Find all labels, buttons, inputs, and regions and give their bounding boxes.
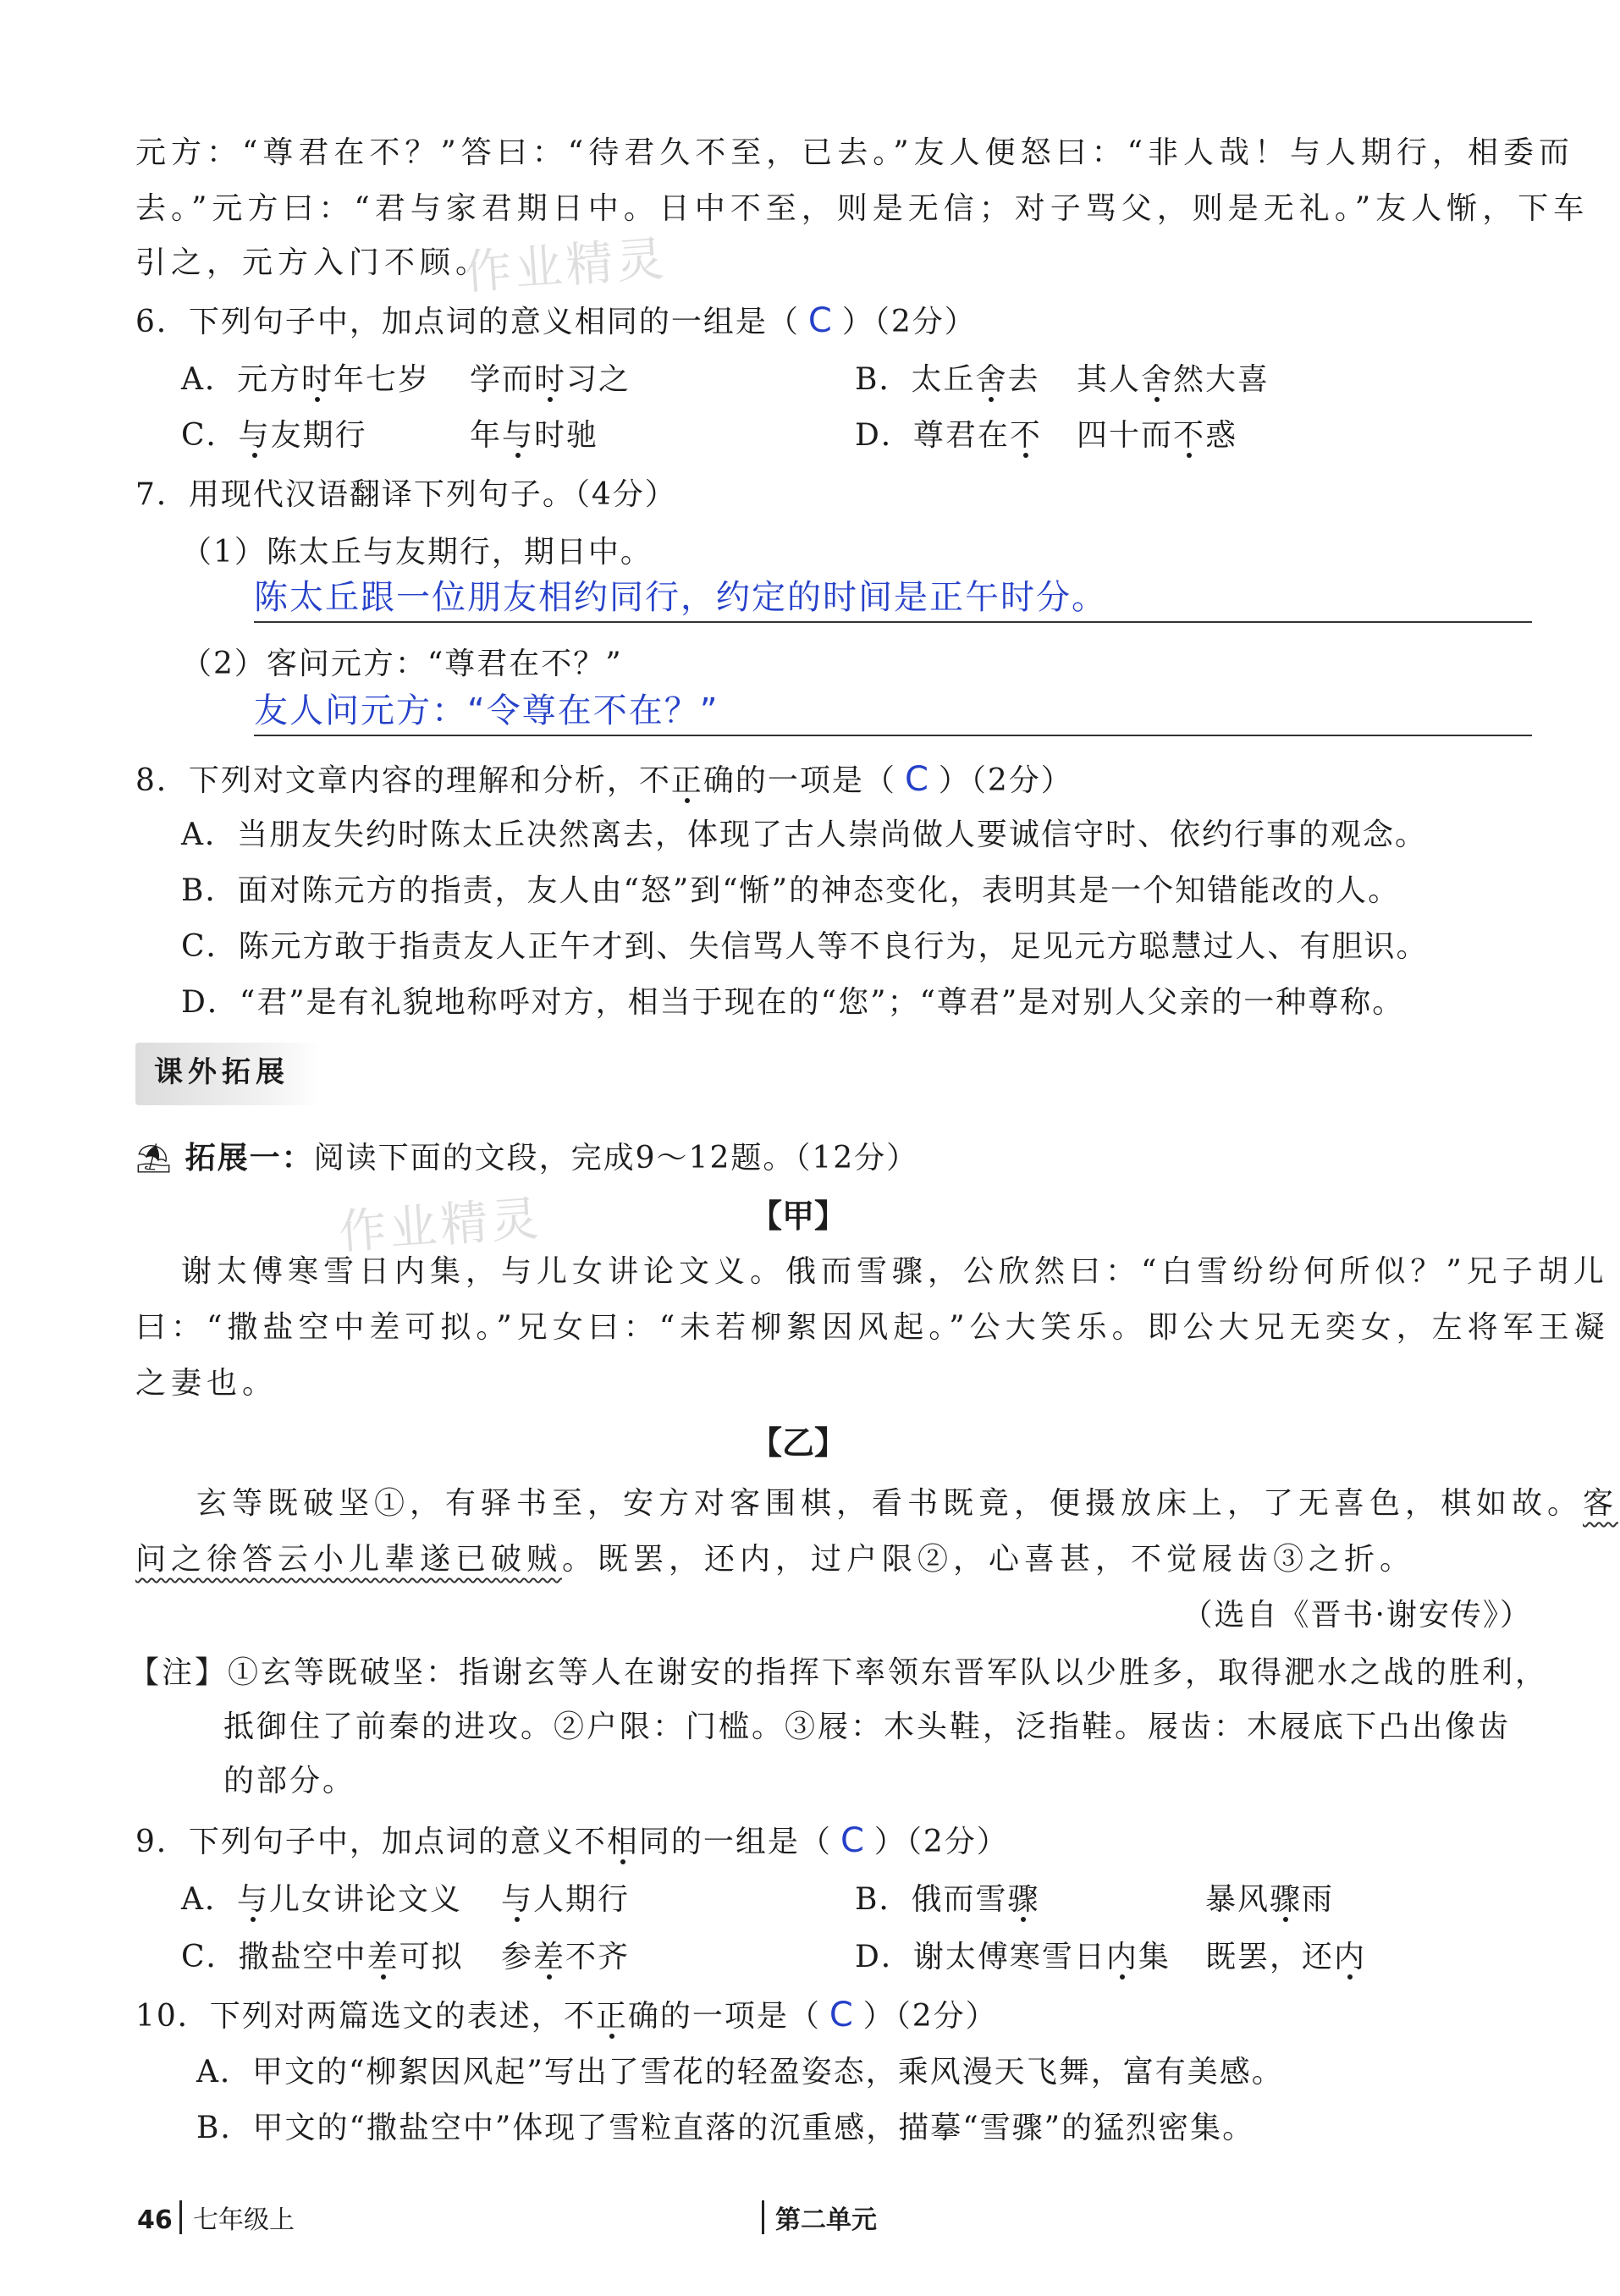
q6-option-c — [181, 415, 367, 457]
q7-sentence-2: （2）客问元方：“尊君在不？” — [181, 647, 623, 681]
q6-option-b — [855, 359, 1040, 401]
option-label: D． — [855, 1940, 913, 1974]
q6-stem-pre: 6．下列句子中，加点词的意义相同的一组是（ — [135, 305, 800, 339]
q8-stem-mid: 的一项是（ — [735, 763, 896, 798]
page-number: 46 — [137, 2205, 173, 2235]
q10-stem-dotted: 不正确 — [563, 1999, 660, 2034]
option-text: 学而 — [470, 362, 535, 397]
q8-option-b: B．面对陈元方的指责，友人由“怒”到“惭”的神态变化，表明其是一个知错能改的人。 — [181, 873, 1401, 908]
q9-option-b-right — [1205, 1879, 1334, 1921]
q6-option-d — [855, 415, 1042, 457]
q9-option-a — [181, 1879, 462, 1921]
option-text: 惑 — [1205, 418, 1238, 453]
q8-option-d: D．“君”是有礼貌地称呼对方，相当于现在的“您”；“尊君”是对别人父亲的一种尊称。 — [181, 985, 1405, 1020]
q9-stem-post: ）（2分） — [873, 1825, 1009, 1859]
option-text: 其人 — [1077, 362, 1142, 397]
q10-stem-post: ）（2分） — [862, 1999, 998, 2034]
option-text: 年 — [470, 418, 503, 453]
option-text: 可拟 — [399, 1940, 464, 1974]
q9-stem — [135, 1820, 1532, 1864]
dotted-char: 与 — [238, 418, 271, 453]
dotted-char: 差 — [533, 1940, 566, 1974]
note-line-2: 抵御住了前秦的进攻。②户限：门槛。③屐：木头鞋，泛指鞋。屐齿：木屐底下凸出像齿 — [223, 1710, 1512, 1744]
footer-divider — [762, 2200, 764, 2234]
q9-stem-mid: 的一组是（ — [670, 1825, 832, 1859]
source-citation: （选自《晋书·谢安传》） — [1182, 1598, 1532, 1633]
q6-answer: C — [807, 301, 834, 340]
passage-line-2: 去。”元方曰：“君与家君期日中。日中不至，则是无信；对子骂父，则是无礼。”友人惭，下车 — [135, 191, 1590, 226]
option-text: 谢太傅寒雪日 — [912, 1940, 1106, 1974]
option-text: 时驰 — [534, 418, 599, 453]
option-text: 参 — [501, 1940, 534, 1974]
option-text: 人期行 — [533, 1882, 631, 1917]
q10-option-a: A．甲文的“柳絮因风起”写出了雪花的轻盈姿态，乘风漫天飞舞，富有美感。 — [196, 2055, 1284, 2090]
q9-option-a-right — [501, 1879, 630, 1921]
dotted-char: 舍 — [975, 362, 1008, 397]
option-text: 年七岁 — [333, 362, 431, 397]
option-text: 雨 — [1302, 1882, 1335, 1917]
dotted-char: 与 — [237, 1882, 270, 1917]
yi-text: 。既罢，还内，过户限②，心喜甚，不觉屐齿③之折。 — [562, 1542, 1416, 1577]
dotted-char: 内 — [1334, 1940, 1367, 1974]
q10-answer: C — [829, 1996, 855, 2034]
q9-stem-pre: 9．下列句子中，加点词的意义 — [135, 1825, 575, 1859]
q8-option-a: A．当朋友失约时陈太丘决然离去，体现了古人崇尚做人要诚信守时、依约行事的观念。 — [181, 818, 1427, 852]
note-line-3: 的部分。 — [223, 1764, 356, 1798]
q9-option-c-right — [501, 1936, 630, 1979]
option-text: 不齐 — [565, 1940, 631, 1974]
q10-stem-pre: 10．下列对两篇选文的表述， — [135, 1999, 564, 2034]
passage-line-1: 元方：“尊君在不？”答曰：“待君久不至，已去。”友人便怒曰：“非人哉！与人期行，相委而 — [135, 135, 1575, 170]
dotted-char: 不 — [1009, 418, 1042, 453]
q9-answer: C — [840, 1821, 866, 1860]
jia-line-2: 曰：“撒盐空中差可拟。”兄女曰：“未若柳絮因风起。”公大笑乐。即公大兄无奕女，左将军王凝 — [135, 1310, 1610, 1345]
option-text: 撒盐空中 — [238, 1940, 367, 1974]
q7-answer-2: 友人问元方：“令尊在不在？” — [254, 687, 1532, 736]
watermark: 作业精灵 — [462, 231, 669, 301]
q10-option-b: B．甲文的“撒盐空中”体现了雪粒直落的沉重感，描摹“雪骤”的猛烈密集。 — [196, 2111, 1255, 2145]
q7-answer-1: 陈太丘跟一位朋友相约同行，约定的时间是正午时分。 — [254, 574, 1532, 623]
jia-line-1: 谢太傅寒雪日内集，与儿女讲论文义。俄而雪骤，公欣然曰：“白雪纷纷何所似？”兄子胡儿 — [181, 1254, 1609, 1289]
q6-stem — [135, 300, 1532, 344]
extension-heading — [135, 1137, 1532, 1180]
dotted-char: 骤 — [1007, 1882, 1040, 1917]
extension-text: 阅读下面的文段，完成9～12题。（12分） — [313, 1141, 919, 1176]
option-label: B． — [855, 362, 912, 397]
option-text: 四十而 — [1077, 418, 1174, 453]
unit-label: 第二单元 — [775, 2205, 877, 2235]
dotted-char: 与 — [501, 1882, 534, 1917]
option-text: 然大喜 — [1173, 362, 1270, 397]
option-text: 去 — [1007, 362, 1040, 397]
section-badge — [135, 1043, 322, 1105]
dotted-char: 时 — [301, 362, 334, 397]
jia-line-3: 之妻也。 — [135, 1366, 278, 1401]
option-label: A． — [181, 362, 237, 397]
option-label: A． — [181, 1882, 237, 1917]
dotted-char: 与 — [502, 418, 535, 453]
yi-title: 【乙】 — [749, 1423, 846, 1462]
q8-stem-dotted: 不正确 — [638, 763, 736, 798]
option-text: 集 — [1138, 1940, 1171, 1974]
watermark: 作业精灵 — [337, 1191, 544, 1261]
q6-stem-post: ）（2分） — [841, 305, 977, 339]
note-line-1: 【注】①玄等既破坚：指谢玄等人在谢安的指挥下率领东晋军队以少胜多，取得淝水之战的胜利， — [129, 1655, 1549, 1690]
yi-line-1 — [196, 1483, 1619, 1525]
yi-wavy-text: 问之徐答云小儿辈遂已破贼 — [135, 1542, 563, 1577]
option-text: 尊君在 — [912, 418, 1010, 453]
q6-option-b-right — [1077, 359, 1270, 401]
option-label: C． — [181, 418, 239, 453]
q7-stem: 7．用现代汉语翻译下列句子。（4分） — [135, 477, 677, 512]
q6-option-d-right — [1077, 415, 1237, 457]
q10-stem-mid: 的一项是（ — [659, 1999, 821, 2034]
q9-option-d-right — [1205, 1936, 1366, 1979]
q9-option-b — [855, 1879, 1040, 1921]
option-text: 俄而雪 — [911, 1882, 1008, 1917]
option-text: 既罢，还 — [1205, 1940, 1335, 1974]
q9-option-c — [181, 1936, 464, 1979]
option-label: B． — [855, 1882, 912, 1917]
q8-stem-post: ）（2分） — [938, 763, 1073, 798]
q9-stem-dotted: 不相同 — [574, 1825, 671, 1859]
footer-divider — [179, 2200, 182, 2234]
q7-sentence-1: （1）陈太丘与友期行，期日中。 — [181, 535, 653, 570]
q6-option-a — [181, 359, 430, 401]
dotted-char: 时 — [534, 362, 567, 397]
q10-stem — [135, 1994, 1532, 2038]
option-label: C． — [181, 1940, 239, 1974]
jia-title: 【甲】 — [749, 1197, 846, 1235]
dotted-char: 差 — [366, 1940, 399, 1974]
island-icon: ⛱ — [135, 1142, 174, 1176]
yi-line-2 — [135, 1539, 1532, 1581]
dotted-char: 舍 — [1141, 362, 1174, 397]
grade-label: 七年级上 — [193, 2205, 295, 2235]
dotted-char: 不 — [1173, 418, 1206, 453]
q8-answer: C — [904, 760, 930, 799]
q9-option-d — [855, 1936, 1171, 1979]
passage-line-3: 引之，元方入门不顾。 — [135, 245, 492, 280]
dotted-char: 骤 — [1270, 1882, 1303, 1917]
option-text: 太丘 — [911, 362, 976, 397]
q6-option-c-right — [470, 415, 598, 457]
option-text: 友期行 — [270, 418, 367, 453]
extension-label: 拓展一： — [185, 1141, 314, 1176]
option-text: 儿女讲论文义 — [269, 1882, 463, 1917]
q8-option-c: C．陈元方敢于指责友人正午才到、失信骂人等不良行为，足见元方聪慧过人、有胆识。 — [181, 929, 1429, 964]
option-text: 元方 — [237, 362, 302, 397]
option-label: D． — [855, 418, 913, 453]
yi-wavy-text: 客 — [1583, 1486, 1619, 1521]
q6-option-a-right — [470, 359, 631, 401]
option-text: 暴风 — [1205, 1882, 1270, 1917]
section-badge-label: 课外拓展 — [154, 1055, 289, 1089]
q8-stem-pre: 8．下列对文章内容的理解和分析， — [135, 763, 639, 798]
option-text: 习之 — [566, 362, 631, 397]
q8-stem — [135, 758, 1532, 802]
dotted-char: 内 — [1105, 1940, 1138, 1974]
yi-text: 玄等既破坚①，有驿书至，安方对客围棋，看书既竟，便摄放床上，了无喜色，棋如故。 — [196, 1486, 1584, 1521]
